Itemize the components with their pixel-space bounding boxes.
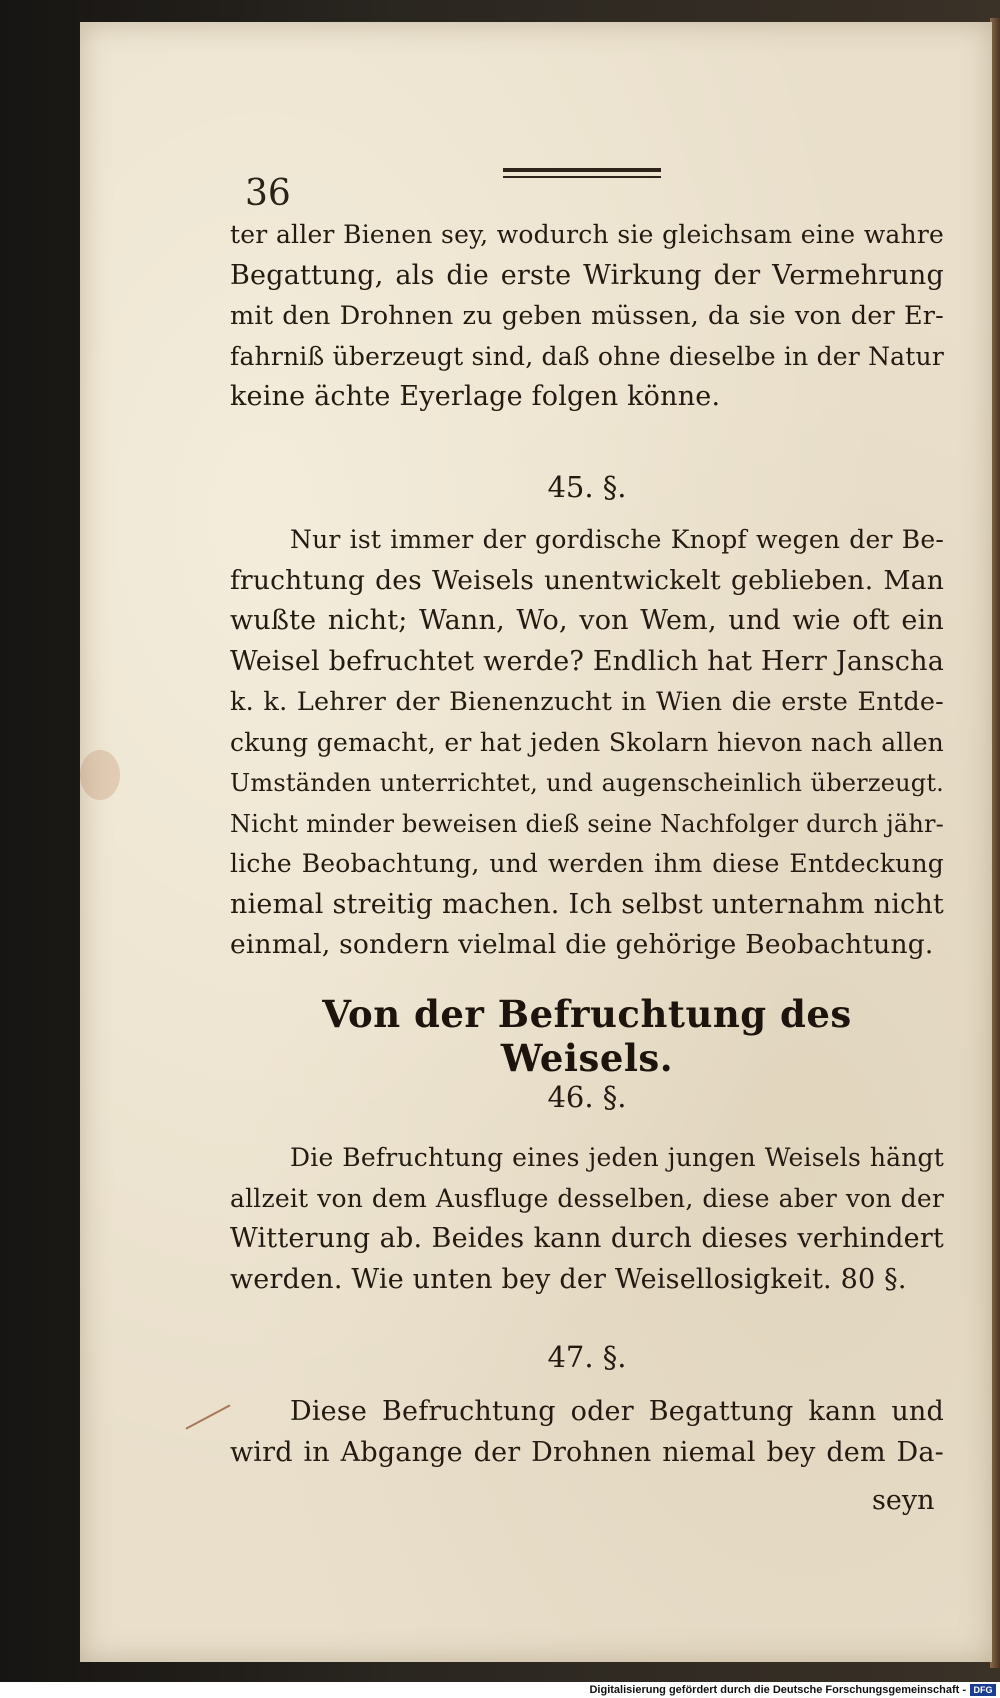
text-line: allzeit von dem Ausfluge desselben, diese aber von der [230,1183,944,1213]
text-line: einmal, sondern vielmal die gehörige Beobachtung. [230,929,934,960]
text-line: werden. Wie unten bey der Weisellosigkeit. 80 §. [230,1263,907,1295]
text-line: niemal streitig machen. Ich selbst unternahm nicht [230,888,944,920]
text-line: Weisel befruchtet werde? Endlich hat Herr Janscha [230,645,945,677]
text-line: Umständen unterrichtet, und augenscheinlich überzeugt. [230,769,944,797]
text-line: Diese Befruchtung oder Begattung kann und [290,1396,944,1427]
page-number: 36 [245,173,291,214]
text-line: ckung gemacht, er hat jeden Skolarn hievon nach allen [230,727,944,757]
section-47-paragraph [230,1392,944,1473]
text-line: Die Befruchtung eines jeden jungen Weisels hängt [290,1143,944,1172]
text-line: wußte nicht; Wann, Wo, von Wem, und wie oft ein [230,605,944,636]
text-line: ter aller Bienen sey, wodurch sie gleichsam eine wahre [230,220,944,249]
text-line: fruchtung des Weisels unentwickelt geblieben. Man [230,564,944,596]
text-line: keine ächte Eyerlage folgen könne. [230,381,721,412]
section-title: Von der Befruchtung des Weisels. [322,992,852,1080]
text-line: Witterung ab. Beides kann durch dieses verhindert [230,1223,944,1254]
paper-stain [80,750,120,800]
digitization-footer [0,1682,1000,1698]
section-46-heading: 46. §. [547,1080,627,1114]
section-45-paragraph [230,520,944,966]
text-line: k. k. Lehrer der Bienenzucht in Wien die erste Entde- [230,687,944,717]
header-ornament-rule [503,168,661,182]
text-line: fahrniß überzeugt sind, daß ohne dieselbe in der Natur [230,341,944,371]
text-line: wird in Abgange der Drohnen niemal bey dem Da- [230,1436,944,1468]
text-line: Nicht minder beweisen dieß seine Nachfolger durch jähr- [230,809,944,838]
section-45-heading: 45. §. [547,470,627,504]
section-46-paragraph [230,1138,944,1300]
text-line: Begattung, als die erste Wirkung der Vermehrung [230,259,944,291]
section-47-heading: 47. §. [547,1340,627,1374]
footer-credit: Digitalisierung gefördert durch die Deutsche Forschungsgemeinschaft - [589,1684,966,1696]
text-line: liche Beobachtung, und werden ihm diese Entdeckung [230,849,944,878]
paragraph-continuation [230,215,944,418]
dfg-logo: DFG [970,1684,996,1696]
text-line: Nur ist immer der gordische Knopf wegen der Be- [290,525,944,554]
text-line: mit den Drohnen zu geben müssen, da sie von der Er- [230,301,944,331]
catchword: seyn [872,1485,935,1516]
